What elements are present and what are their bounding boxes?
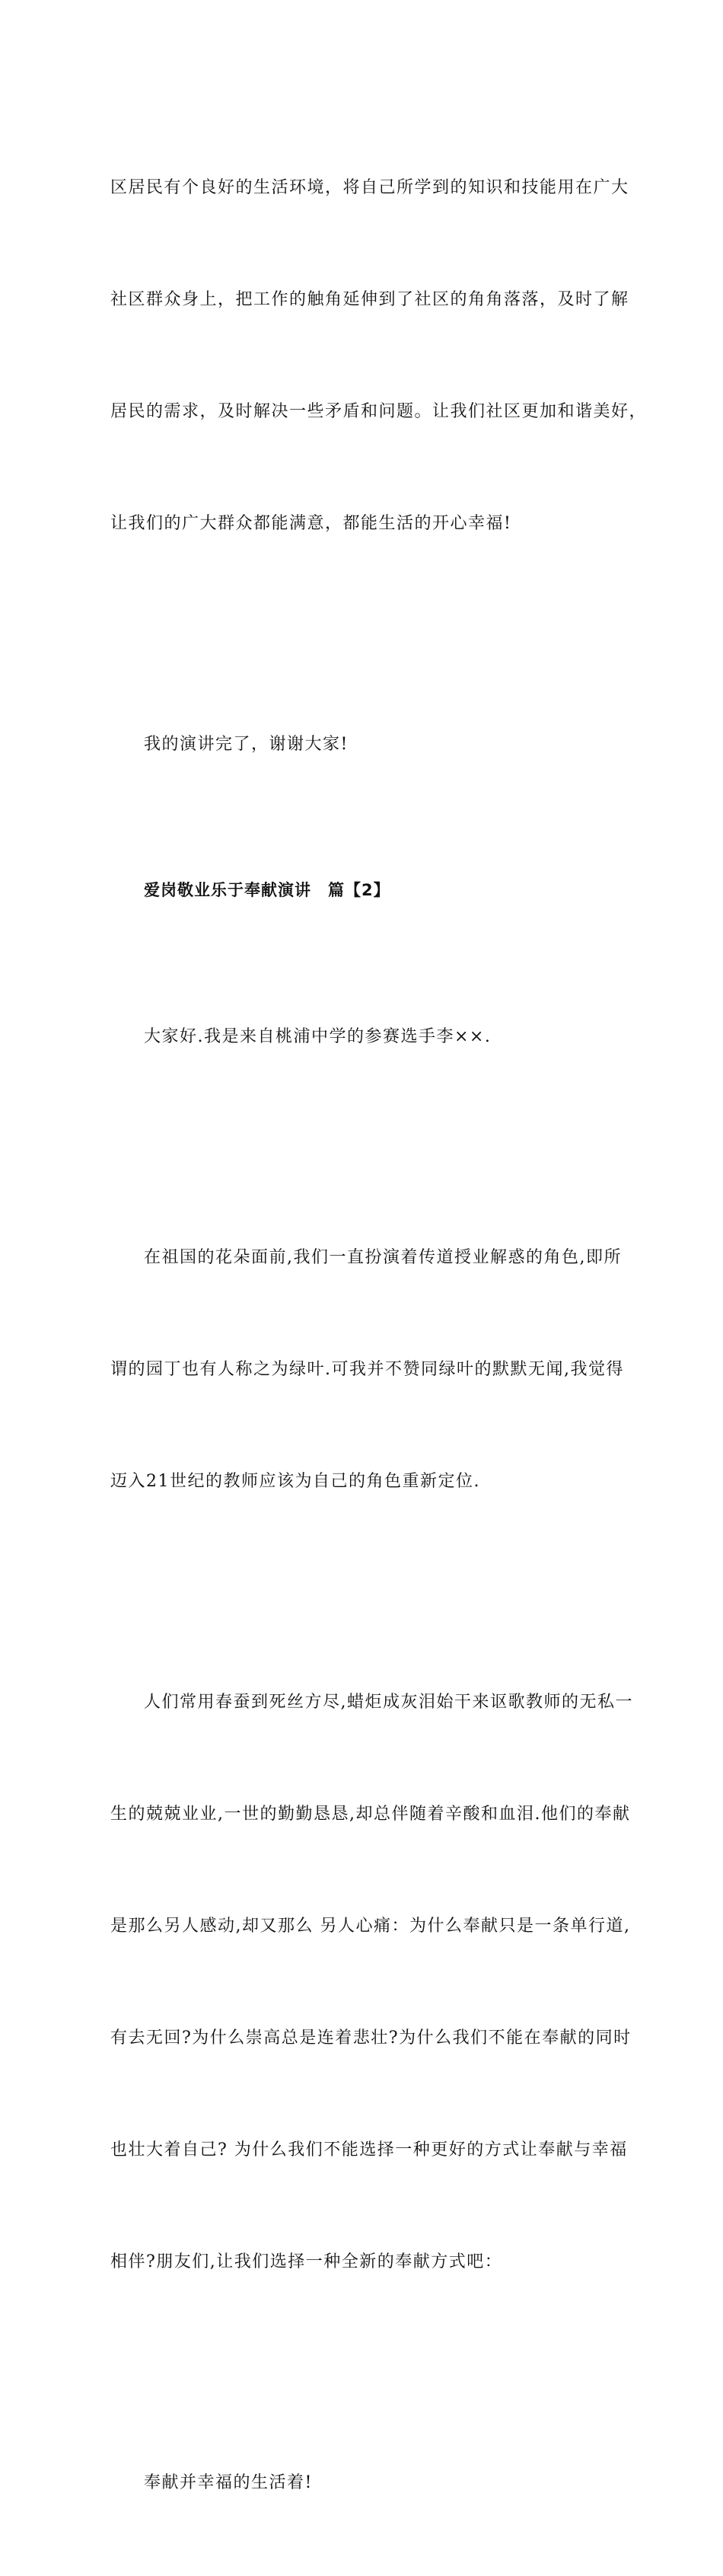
text-line: 让我们的广大群众都能满意，都能生活的开心幸福! xyxy=(110,514,512,533)
paragraph-gap xyxy=(110,838,616,872)
text-line: 居民的需求，及时解决一些矛盾和问题。让我们社区更加和谐美好， xyxy=(110,402,648,421)
paragraph-gap xyxy=(110,617,616,651)
section-heading: 爱岗敬业乐于奉献演讲 篇【2】 xyxy=(144,881,390,899)
text-line: 在祖国的花朵面前,我们一直扮演着传道授业解惑的角色,即所 xyxy=(144,1248,622,1267)
text-line: 人们常用春蚕到死丝方尽,蜡炬成灰泪始干来讴歌教师的无私一 xyxy=(144,1693,633,1712)
paragraph-closing xyxy=(110,651,616,838)
text-line: 迈入21世纪的教师应该为自己的角色重新定位. xyxy=(110,1472,480,1491)
document-page xyxy=(110,94,648,2576)
paragraph-gap xyxy=(110,1575,616,1609)
text-line: 谓的园丁也有人称之为绿叶.可我并不赞同绿叶的默默无闻,我觉得 xyxy=(110,1360,624,1379)
text-line: 大家好.我是来自桃浦中学的参赛选手李××. xyxy=(144,1027,492,1046)
text-line: 我的演讲完了，谢谢大家! xyxy=(144,735,349,754)
text-line: 奉献并幸福的生活着! xyxy=(144,2473,313,2492)
text-line: 生的兢兢业业,一世的勤勤恳恳,却总伴随着辛酸和血泪.他们的奉献 xyxy=(110,1805,631,1824)
paragraph-community xyxy=(110,94,648,617)
text-line: 有去无回?为什么崇高总是连着悲壮?为什么我们不能在奉献的同时 xyxy=(110,2029,632,2048)
text-line: 也壮大着自己? 为什么我们不能选择一种更好的方式让奉献与幸福 xyxy=(110,2140,628,2159)
paragraph-role xyxy=(110,1164,624,1575)
text-line: 相伴?朋友们,让我们选择一种全新的奉献方式吧： xyxy=(110,2252,503,2271)
text-line: 社区群众身上，把工作的触角延伸到了社区的角角落落，及时了解 xyxy=(110,290,629,309)
paragraph-motto xyxy=(110,2389,616,2576)
paragraph-gap xyxy=(110,2355,616,2389)
paragraph-gap xyxy=(110,909,616,943)
paragraph-dedication xyxy=(110,1609,633,2355)
paragraph-greeting xyxy=(110,943,616,1130)
text-line: 是那么另人感动,却又那么 另人心痛：为什么奉献只是一条单行道, xyxy=(110,1917,631,1936)
paragraph-gap xyxy=(110,1130,616,1164)
text-line: 区居民有个良好的生活环境，将自己所学到的知识和技能用在广大 xyxy=(110,178,629,197)
